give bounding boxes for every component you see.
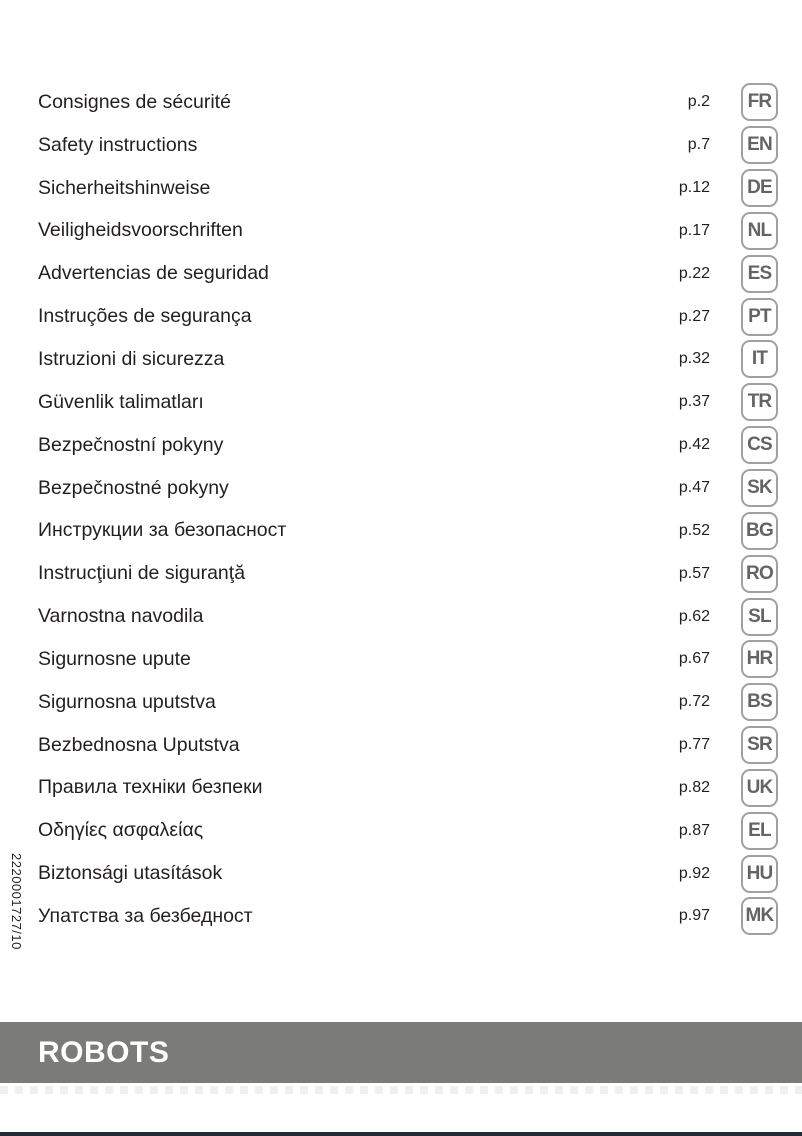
perforation-marks [0,1086,802,1094]
toc-entry-title: Правила техніки безпеки [38,776,263,799]
toc-row [38,681,778,724]
toc-entry-title: Consignes de sécurité [38,90,231,113]
toc-entry-page-number: p.82 [678,778,710,796]
language-code-badge: PT [741,298,778,336]
toc-entry-title: Biztonsági utasítások [38,862,223,885]
toc-row [38,381,778,424]
toc-entry-title: Инструкции за безопасност [38,519,287,542]
toc-entry-title: Instruções de segurança [38,305,252,328]
language-code-badge: BS [741,683,778,721]
language-code-badge: DE [741,169,778,207]
toc-row [38,424,778,467]
toc-entry-title: Advertencias de seguridad [38,262,269,285]
language-code-badge: ES [741,255,778,293]
toc-entry-page-number: p.87 [678,821,710,839]
toc-entry-title: Instrucţiuni de siguranţă [38,562,246,585]
toc-entry-page-number: p.37 [678,393,710,411]
language-code-badge: HR [741,640,778,678]
toc-entry-title: Οδηγίες ασφαλείας [38,819,204,842]
toc-row [38,467,778,510]
toc-entry-title: Sigurnosne upute [38,647,191,670]
toc-entry-title: Varnostna navodila [38,605,204,628]
language-code-badge: EL [741,812,778,850]
toc-entry-title: Safety instructions [38,133,198,156]
language-code-badge: EN [741,126,778,164]
toc-row [38,552,778,595]
language-code-badge: SL [741,598,778,636]
toc-entry-page-number: p.52 [678,521,710,539]
document-code-vertical: 2220001727/10 [9,853,24,950]
toc-entry-page-number: p.72 [678,693,710,711]
toc-entry-title: Bezbednosna Uputstva [38,733,240,756]
toc-row [38,81,778,124]
language-code-badge: IT [741,340,778,378]
toc-row [38,767,778,810]
toc-entry-title: Veiligheidsvoorschriften [38,219,243,242]
toc-entry-page-number: p.62 [678,607,710,625]
toc-row [38,167,778,210]
toc-entry-page-number: p.47 [678,479,710,497]
toc-entry-page-number: p.17 [678,221,710,239]
toc-entry-page-number: p.12 [678,179,710,197]
toc-row [38,124,778,167]
toc-row [38,595,778,638]
toc-row [38,895,778,938]
language-code-badge: MK [741,897,778,935]
toc-entry-page-number: p.22 [678,264,710,282]
toc-entry-title: Sigurnosna uputstva [38,690,216,713]
toc-entry-title: Güvenlik talimatları [38,390,204,413]
bottom-rule [0,1132,802,1136]
toc-row [38,638,778,681]
language-code-badge: HU [741,855,778,893]
toc-list [38,81,778,938]
toc-entry-title: Istruzioni di sicurezza [38,347,225,370]
toc-entry-page-number: p.77 [678,736,710,754]
language-code-badge: UK [741,769,778,807]
toc-row [38,724,778,767]
toc-row [38,252,778,295]
toc-entry-page-number: p.57 [678,564,710,582]
toc-row [38,809,778,852]
brand-bar [0,1022,802,1083]
toc-entry-page-number: p.67 [678,650,710,668]
language-code-badge: CS [741,426,778,464]
toc-entry-title: Упатства за безбедност [38,904,253,927]
language-code-badge: BG [741,512,778,550]
language-code-badge: RO [741,555,778,593]
toc-entry-title: Bezpečnostné pokyny [38,476,229,499]
toc-row [38,338,778,381]
brand-label: ROBOTS [38,1035,170,1069]
toc-entry-page-number: p.27 [678,307,710,325]
language-code-badge: NL [741,212,778,250]
toc-entry-title: Sicherheitshinweise [38,176,211,199]
language-code-badge: FR [741,83,778,121]
toc-row [38,852,778,895]
toc-entry-page-number: p.2 [687,93,710,111]
toc-entry-page-number: p.32 [678,350,710,368]
language-code-badge: TR [741,383,778,421]
toc-row [38,295,778,338]
language-code-badge: SR [741,726,778,764]
toc-entry-page-number: p.7 [687,136,710,154]
toc-entry-page-number: p.42 [678,436,710,454]
toc-entry-page-number: p.92 [678,864,710,882]
toc-row [38,210,778,253]
toc-entry-page-number: p.97 [678,907,710,925]
toc-entry-title: Bezpečnostní pokyny [38,433,224,456]
language-code-badge: SK [741,469,778,507]
toc-row [38,509,778,552]
